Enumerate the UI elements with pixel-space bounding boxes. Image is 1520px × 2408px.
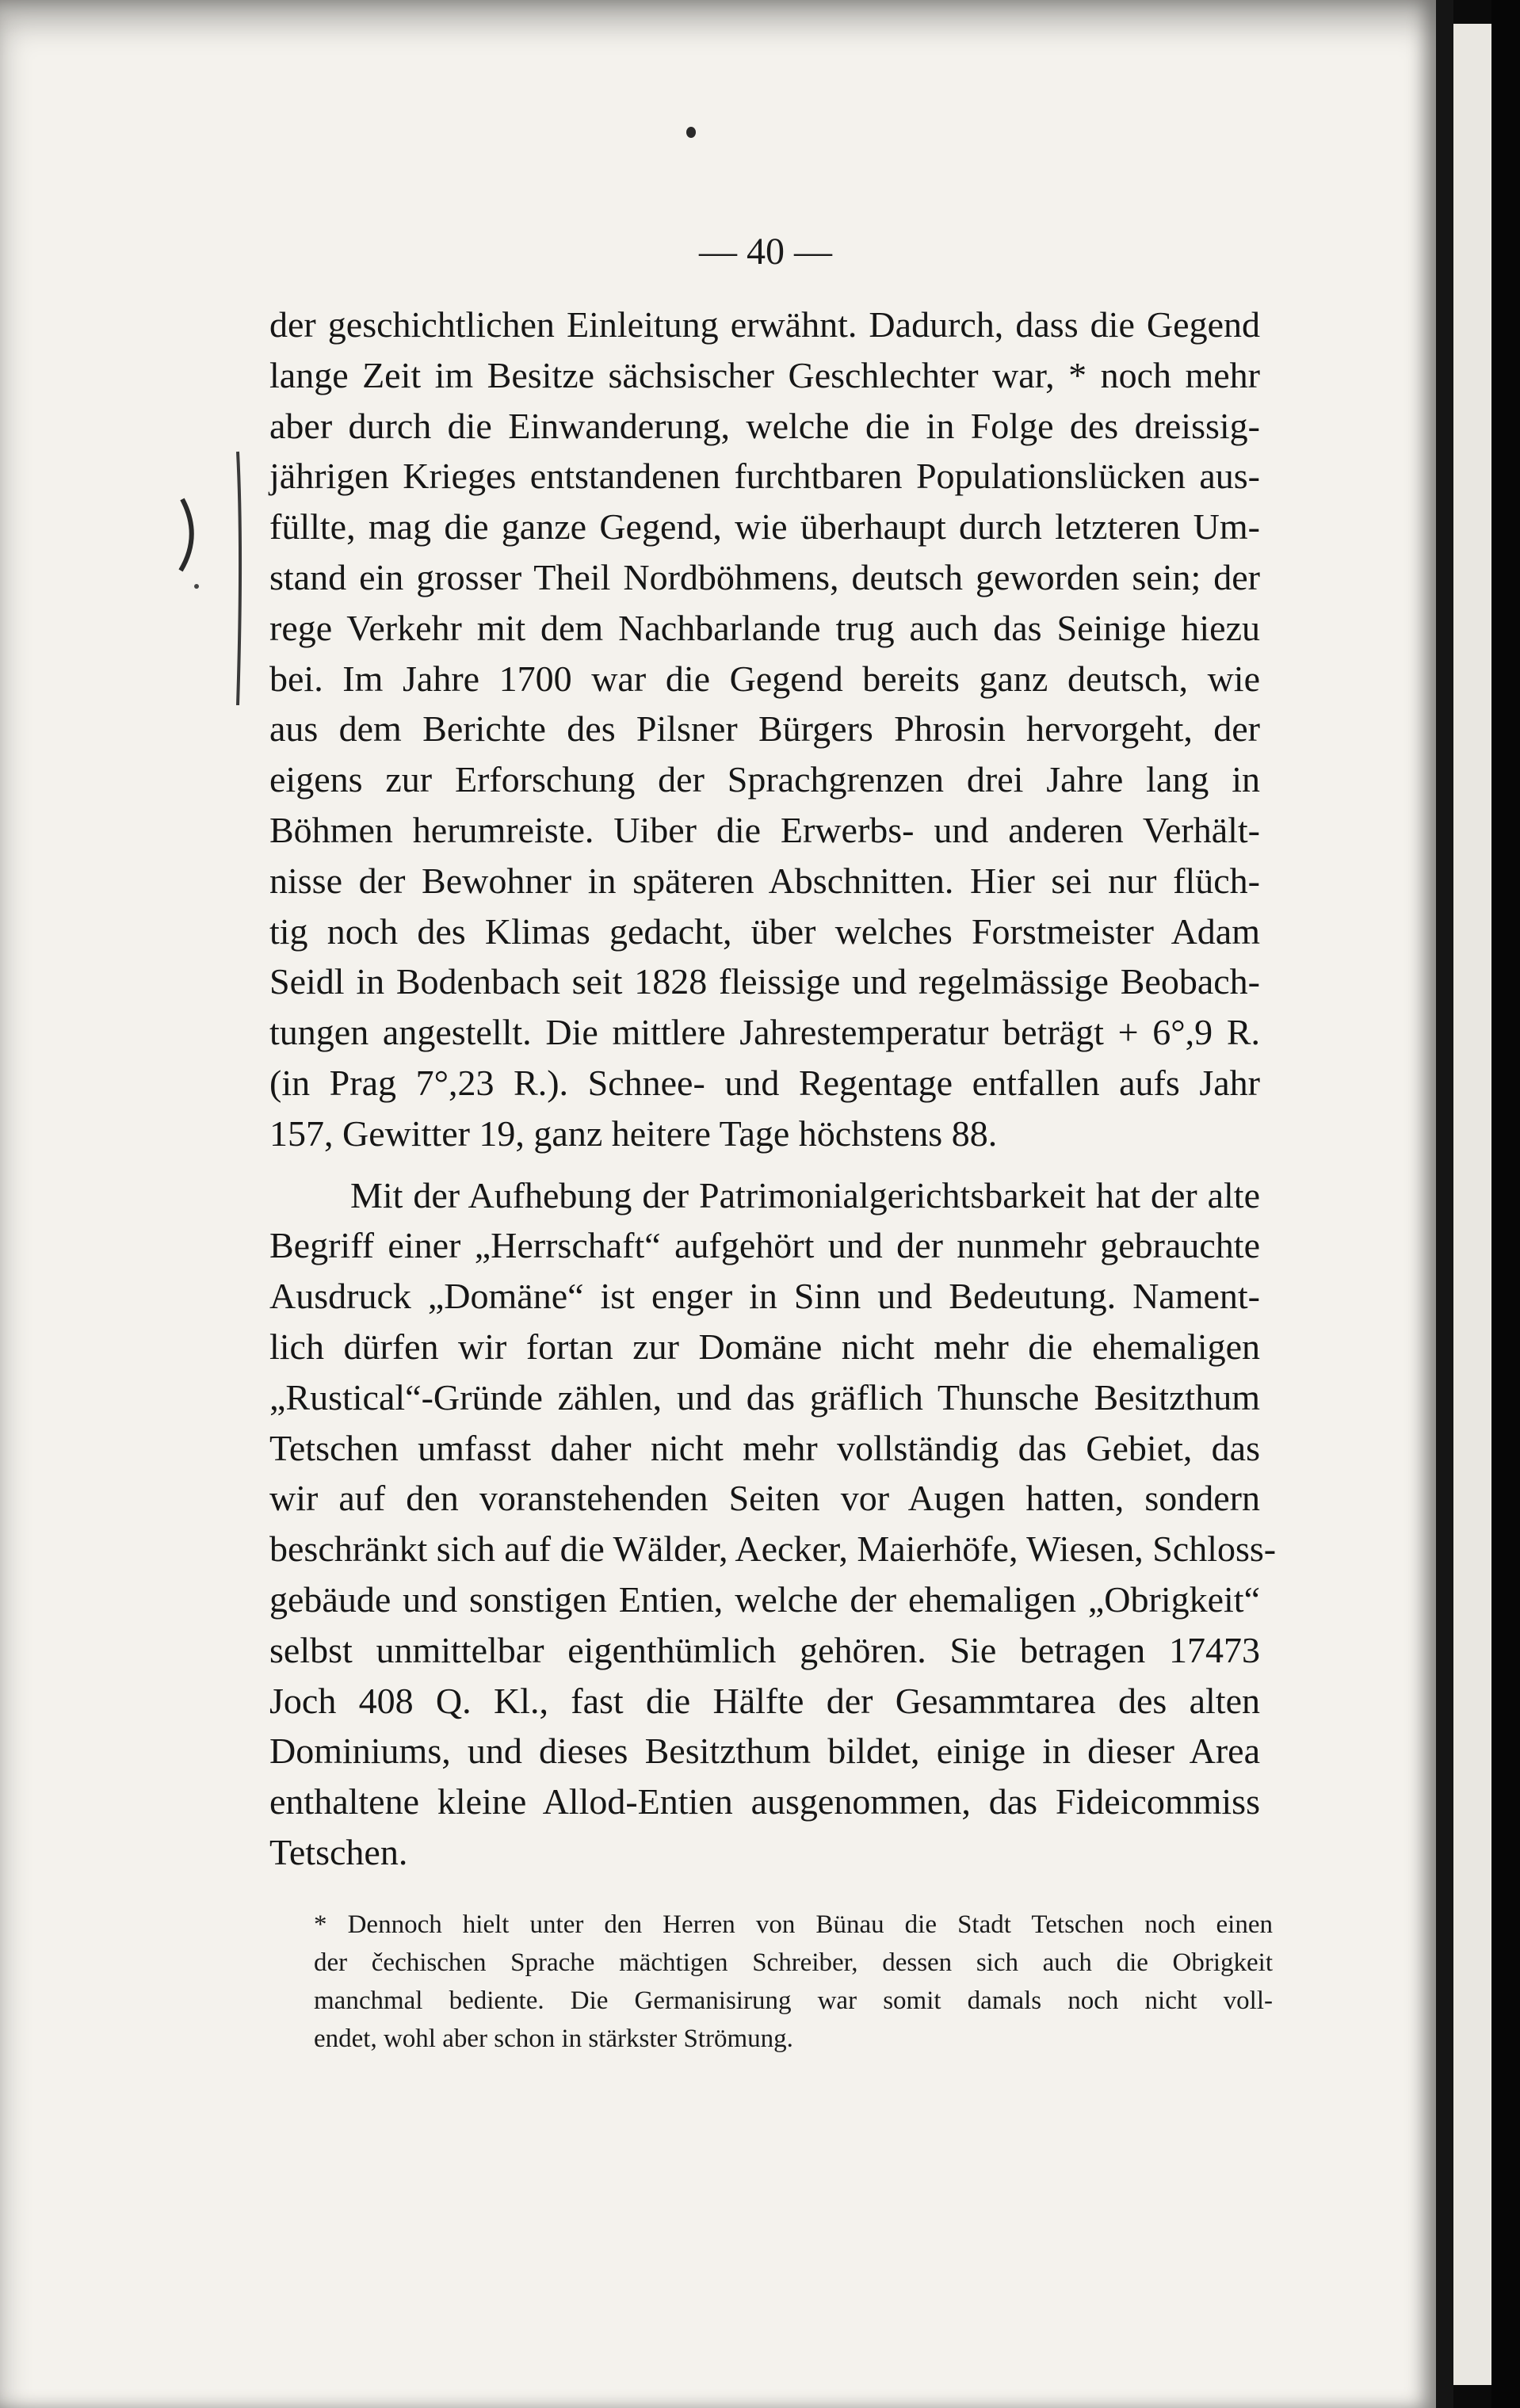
text-line: beschränkt sich auf die Wälder, Aecker, Maierhöfe, Wiesen, Schloss- bbox=[269, 1528, 1277, 1570]
text-line: jährigen Krieges entstandenen furchtbaren Populationslücken aus- bbox=[269, 456, 1260, 497]
text-line: aber durch die Einwanderung, welche die in Folge des dreissig- bbox=[269, 405, 1260, 446]
text-line: rege Verkehr mit dem Nachbarlande trug auch das Seinige hiezu bbox=[269, 607, 1260, 648]
text-line: aus dem Berichte des Pilsner Bürgers Phrosin hervorgeht, der bbox=[269, 708, 1260, 750]
paragraph-1 bbox=[269, 300, 1260, 1159]
text-line: selbst unmittelbar eigenthümlich gehören. Sie betragen 17473 bbox=[269, 1629, 1260, 1670]
text-line: stand ein grosser Theil Nordböhmens, deutsch geworden sein; der bbox=[269, 556, 1260, 597]
text-line: gebäude und sonstigen Entien, welche der ehemaligen „Obrigkeit“ bbox=[269, 1578, 1260, 1620]
text-line: Joch 408 Q. Kl., fast die Hälfte der Gesammtarea des alten bbox=[269, 1680, 1260, 1721]
text-line: Seidl in Bodenbach seit 1828 fleissige und regelmässige Beobach- bbox=[269, 961, 1260, 1002]
page-number: — 40 — bbox=[699, 231, 832, 273]
text-line: Böhmen herumreiste. Uiber die Erwerbs- und anderen Verhält- bbox=[269, 809, 1260, 850]
footnote-line: manchmal bediente. Die Germanisirung war somit damals noch nicht voll- bbox=[314, 1986, 1273, 2015]
text-line: Mit der Aufhebung der Patrimonialgerichtsbarkeit hat der alte bbox=[350, 1174, 1260, 1215]
text-line: füllte, mag die ganze Gegend, wie überhaupt durch letzteren Um- bbox=[269, 506, 1260, 548]
text-line: nisse der Bewohner in späteren Abschnitten. Hier sei nur flüch- bbox=[269, 860, 1260, 901]
margin-pencil-marks bbox=[158, 444, 269, 713]
text-line: bei. Im Jahre 1700 war die Gegend bereits ganz deutsch, wie bbox=[269, 658, 1260, 699]
scan-border bbox=[1491, 0, 1520, 2408]
paragraph-2 bbox=[269, 1170, 1277, 1878]
printer-dot bbox=[686, 127, 696, 138]
text-line: Tetschen. bbox=[269, 1831, 408, 1872]
text-line: lange Zeit im Besitze sächsischer Geschlechter war, * noch mehr bbox=[269, 354, 1260, 395]
paragraph-gap bbox=[269, 1159, 1260, 1170]
text-line: (in Prag 7°,23 R.). Schnee- und Regentage entfallen aufs Jahr bbox=[269, 1062, 1260, 1103]
text-line: enthaltene kleine Allod-Entien ausgenommen, das Fideicommiss bbox=[269, 1781, 1260, 1822]
next-page-edge bbox=[1453, 24, 1491, 2385]
page-gutter-shadow bbox=[1436, 0, 1453, 2408]
footnote bbox=[314, 1906, 1273, 2058]
text-line: Dominiums, und dieses Besitzthum bildet, einige in dieser Area bbox=[269, 1731, 1260, 1772]
footnote-line: der čechischen Sprache mächtigen Schreiber, dessen sich auch die Obrigkeit bbox=[314, 1948, 1273, 1977]
text-line: wir auf den voranstehenden Seiten vor Augen hatten, sondern bbox=[269, 1478, 1260, 1519]
text-line: „Rustical“-Gründe zählen, und das gräflich Thunsche Besitzthum bbox=[269, 1376, 1260, 1418]
body-text bbox=[269, 300, 1277, 1878]
text-line: 157, Gewitter 19, ganz heitere Tage höchstens 88. bbox=[269, 1112, 998, 1154]
text-line: Ausdruck „Domäne“ ist enger in Sinn und Bedeutung. Nament- bbox=[269, 1276, 1260, 1317]
text-line: lich dürfen wir fortan zur Domäne nicht mehr die ehemaligen bbox=[269, 1326, 1260, 1367]
text-line: der geschichtlichen Einleitung erwähnt. Dadurch, dass die Gegend bbox=[269, 304, 1260, 345]
footnote-line: endet, wohl aber schon in stärkster Strömung. bbox=[314, 2024, 793, 2053]
text-line: tungen angestellt. Die mittlere Jahrestemperatur beträgt + 6°,9 R. bbox=[269, 1012, 1260, 1053]
text-line: eigens zur Erforschung der Sprachgrenzen drei Jahre lang in bbox=[269, 759, 1260, 800]
text-line: Begriff einer „Herrschaft“ aufgehört und der nunmehr gebrauchte bbox=[269, 1225, 1260, 1266]
footnote-line: * Dennoch hielt unter den Herren von Bünau die Stadt Tetschen noch einen bbox=[314, 1910, 1273, 1939]
text-line: tig noch des Klimas gedacht, über welches Forstmeister Adam bbox=[269, 910, 1260, 952]
text-line: Tetschen umfasst daher nicht mehr vollständig das Gebiet, das bbox=[269, 1427, 1260, 1468]
